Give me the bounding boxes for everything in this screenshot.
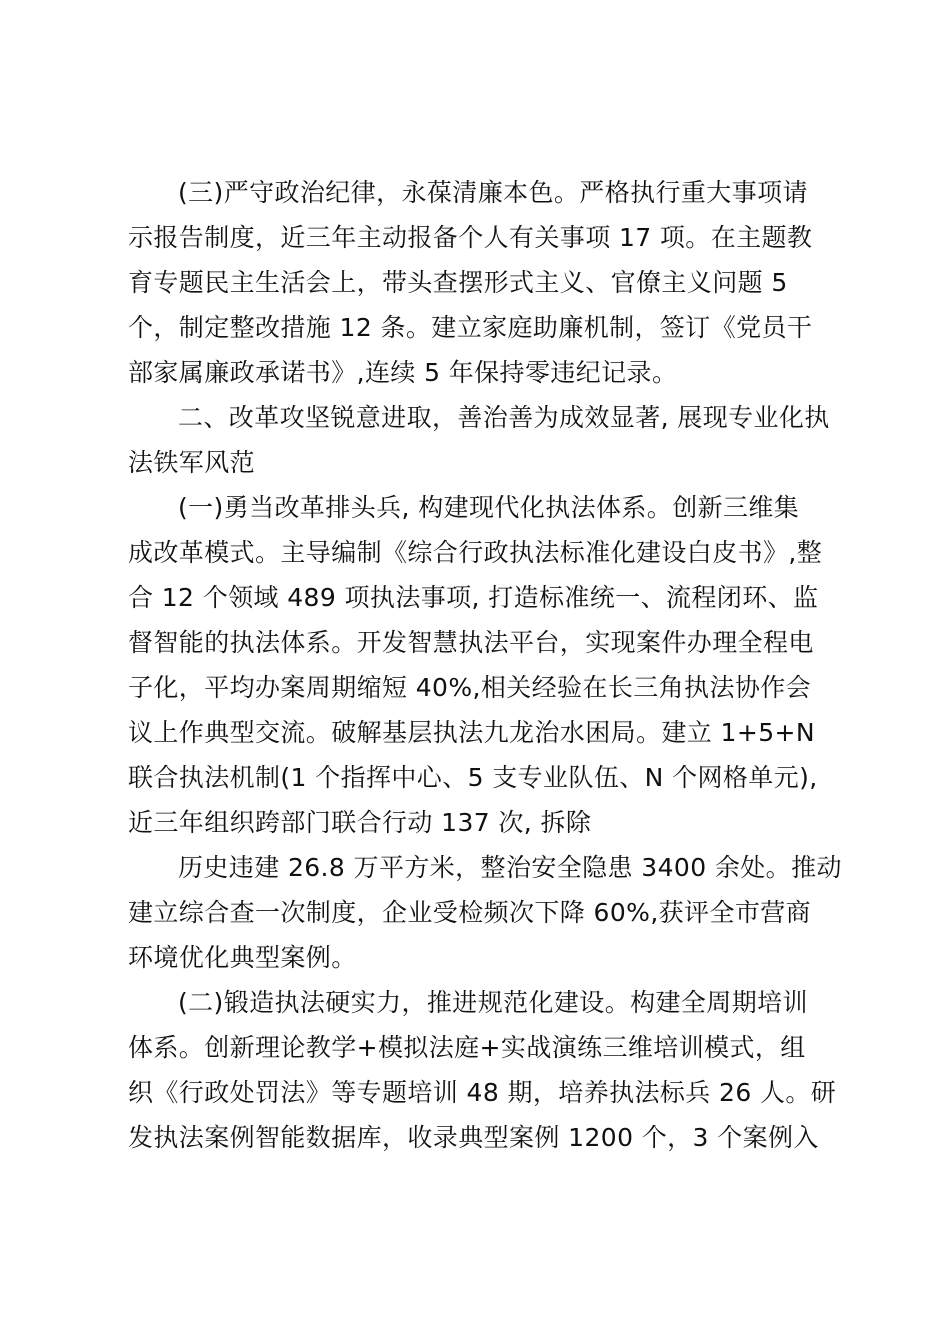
paragraph-1b-line-1: 历史违建 26.8 万平方米，整治安全隐患 3400 余处。推动 [178, 853, 842, 882]
paragraph-1-line-2: 成改革模式。主导编制《综合行政执法标准化建设白皮书》,整 [128, 538, 823, 567]
section-heading-2-line-2: 法铁军风范 [128, 448, 256, 477]
paragraph-1-line-7: 联合执法机制(1 个指挥中心、5 支专业队伍、N 个网格单元), [128, 763, 818, 792]
paragraph-1-line-1: (一)勇当改革排头兵, 构建现代化执法体系。创新三维集 [178, 493, 800, 522]
paragraph-2-line-1: (二)锻造执法硬实力，推进规范化建设。构建全周期培训 [178, 988, 808, 1017]
paragraph-3-line-4: 个，制定整改措施 12 条。建立家庭助廉机制，签订《党员干 [128, 313, 813, 342]
paragraph-1b-line-3: 环境优化典型案例。 [128, 943, 357, 972]
paragraph-2-line-2: 体系。创新理论教学+模拟法庭+实战演练三维培训模式，组 [128, 1033, 806, 1062]
paragraph-3-line-1: (三)严守政治纪律，永葆清廉本色。严格执行重大事项请 [178, 178, 808, 207]
paragraph-3-line-2: 示报告制度，近三年主动报备个人有关事项 17 项。在主题教 [128, 223, 813, 252]
section-heading-2-line-1: 二、改革攻坚锐意进取，善治善为成效显著, 展现专业化执 [178, 403, 830, 432]
paragraph-3-line-3: 育专题民主生活会上，带头查摆形式主义、官僚主义问题 5 [128, 268, 788, 297]
paragraph-1-line-5: 子化，平均办案周期缩短 40%,相关经验在长三角执法协作会 [128, 673, 812, 702]
paragraph-1-line-8: 近三年组织跨部门联合行动 137 次, 拆除 [128, 808, 592, 837]
paragraph-2-line-3: 织《行政处罚法》等专题培训 48 期，培养执法标兵 26 人。研 [128, 1078, 837, 1107]
paragraph-1-line-6: 议上作典型交流。破解基层执法九龙治水困局。建立 1+5+N [128, 718, 815, 747]
paragraph-1-line-3: 合 12 个领域 489 项执法事项, 打造标准统一、流程闭环、监 [128, 583, 819, 612]
paragraph-1-line-4: 督智能的执法体系。开发智慧执法平台，实现案件办理全程电 [128, 628, 814, 657]
paragraph-1b-line-2: 建立综合查一次制度，企业受检频次下降 60%,获评全市营商 [128, 898, 812, 927]
paragraph-3-line-5: 部家属廉政承诺书》,连续 5 年保持零违纪记录。 [128, 358, 678, 387]
paragraph-2-line-4: 发执法案例智能数据库，收录典型案例 1200 个，3 个案例入 [128, 1123, 819, 1152]
